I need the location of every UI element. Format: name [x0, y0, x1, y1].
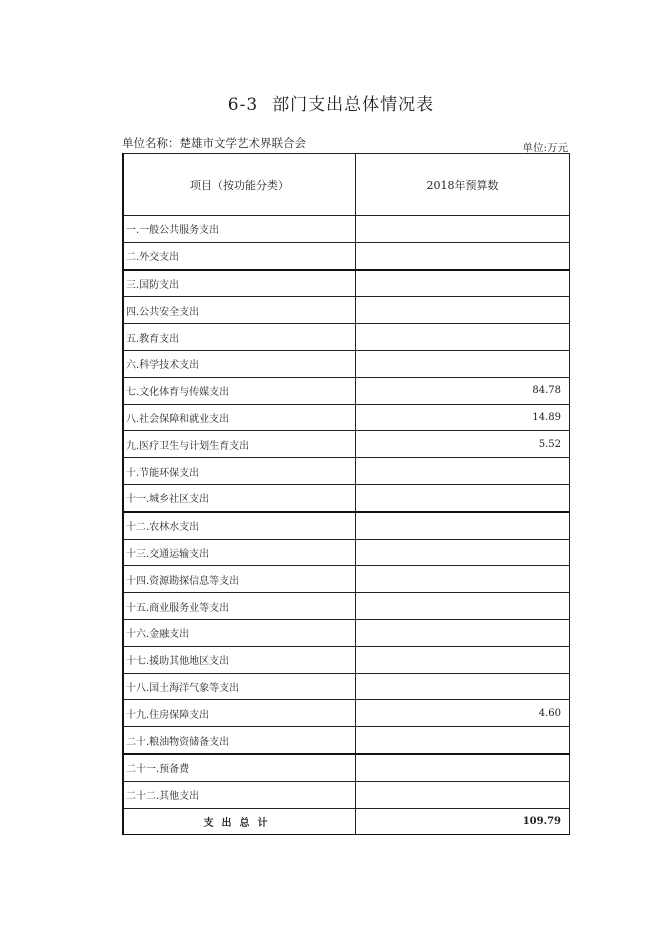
table-row [123, 431, 570, 458]
row-item: 十三.交通运输支出 [123, 539, 356, 566]
row-value [356, 512, 570, 539]
row-value [356, 754, 570, 781]
row-item: 二.外交支出 [123, 242, 356, 269]
row-value [356, 216, 570, 243]
row-value [356, 781, 570, 808]
row-item: 十一.城乡社区支出 [123, 484, 356, 511]
row-item: 五.教育支出 [123, 324, 356, 351]
header-budget: 2018年预算数 [356, 154, 570, 216]
table-row [123, 512, 570, 539]
row-item: 十七.援助其他地区支出 [123, 646, 356, 673]
table-row [123, 646, 570, 673]
table-row [123, 404, 570, 431]
table-row [123, 727, 570, 754]
table-row [123, 297, 570, 324]
total-row [123, 808, 570, 835]
row-item: 十八.国土海洋气象等支出 [123, 673, 356, 700]
row-value [356, 270, 570, 297]
row-value [356, 673, 570, 700]
row-item: 六.科学技术支出 [123, 350, 356, 377]
table-row [123, 216, 570, 243]
row-value [356, 242, 570, 269]
row-item: 四.公共安全支出 [123, 297, 356, 324]
row-item: 十.节能环保支出 [123, 458, 356, 485]
row-value [356, 646, 570, 673]
row-item: 二十一.预备费 [123, 754, 356, 781]
unit-name: 单位名称：楚雄市文学艺术界联合会 [122, 136, 306, 150]
row-value: 5.52 [356, 431, 570, 458]
table-row [123, 484, 570, 511]
row-item: 十二.农林水支出 [123, 512, 356, 539]
row-item: 十五.商业服务业等支出 [123, 593, 356, 620]
table-row [123, 270, 570, 297]
row-value: 84.78 [356, 377, 570, 404]
row-value [356, 619, 570, 646]
table-header-row [123, 154, 570, 216]
table-row [123, 539, 570, 566]
row-item: 二十二.其他支出 [123, 781, 356, 808]
table-row [123, 619, 570, 646]
unit-label: 单位:万元 [522, 142, 568, 154]
row-item: 一.一般公共服务支出 [123, 216, 356, 243]
row-value [356, 539, 570, 566]
row-value: 4.60 [356, 700, 570, 727]
row-item: 九.医疗卫生与计划生育支出 [123, 431, 356, 458]
table-code: 6-3 [227, 95, 259, 115]
row-item: 十九.住房保障支出 [123, 700, 356, 727]
row-value [356, 297, 570, 324]
page-title [0, 90, 662, 115]
row-value [356, 458, 570, 485]
row-item: 二十.粮油物资储备支出 [123, 727, 356, 754]
row-item: 八.社会保障和就业支出 [123, 404, 356, 431]
row-value [356, 484, 570, 511]
row-item: 三.国防支出 [123, 270, 356, 297]
table-title: 部门支出总体情况表 [272, 95, 435, 115]
table-row [123, 700, 570, 727]
header-item: 项目（按功能分类） [123, 154, 356, 216]
table-row [123, 593, 570, 620]
table-row [123, 324, 570, 351]
table-row [123, 566, 570, 593]
row-value [356, 727, 570, 754]
table-row [123, 754, 570, 781]
row-value [356, 566, 570, 593]
table-row [123, 781, 570, 808]
row-value [356, 350, 570, 377]
table-row [123, 377, 570, 404]
row-value: 14.89 [356, 404, 570, 431]
row-value [356, 593, 570, 620]
table-row [123, 350, 570, 377]
table-row [123, 458, 570, 485]
row-item: 十四.资源勘探信息等支出 [123, 566, 356, 593]
row-item: 七.文化体育与传媒支出 [123, 377, 356, 404]
table-row [123, 673, 570, 700]
table-row [123, 242, 570, 269]
expenditure-table [122, 153, 570, 835]
total-label: 支出总计 [123, 808, 356, 835]
row-value [356, 324, 570, 351]
total-value: 109.79 [356, 808, 570, 835]
row-item: 十六.金融支出 [123, 619, 356, 646]
